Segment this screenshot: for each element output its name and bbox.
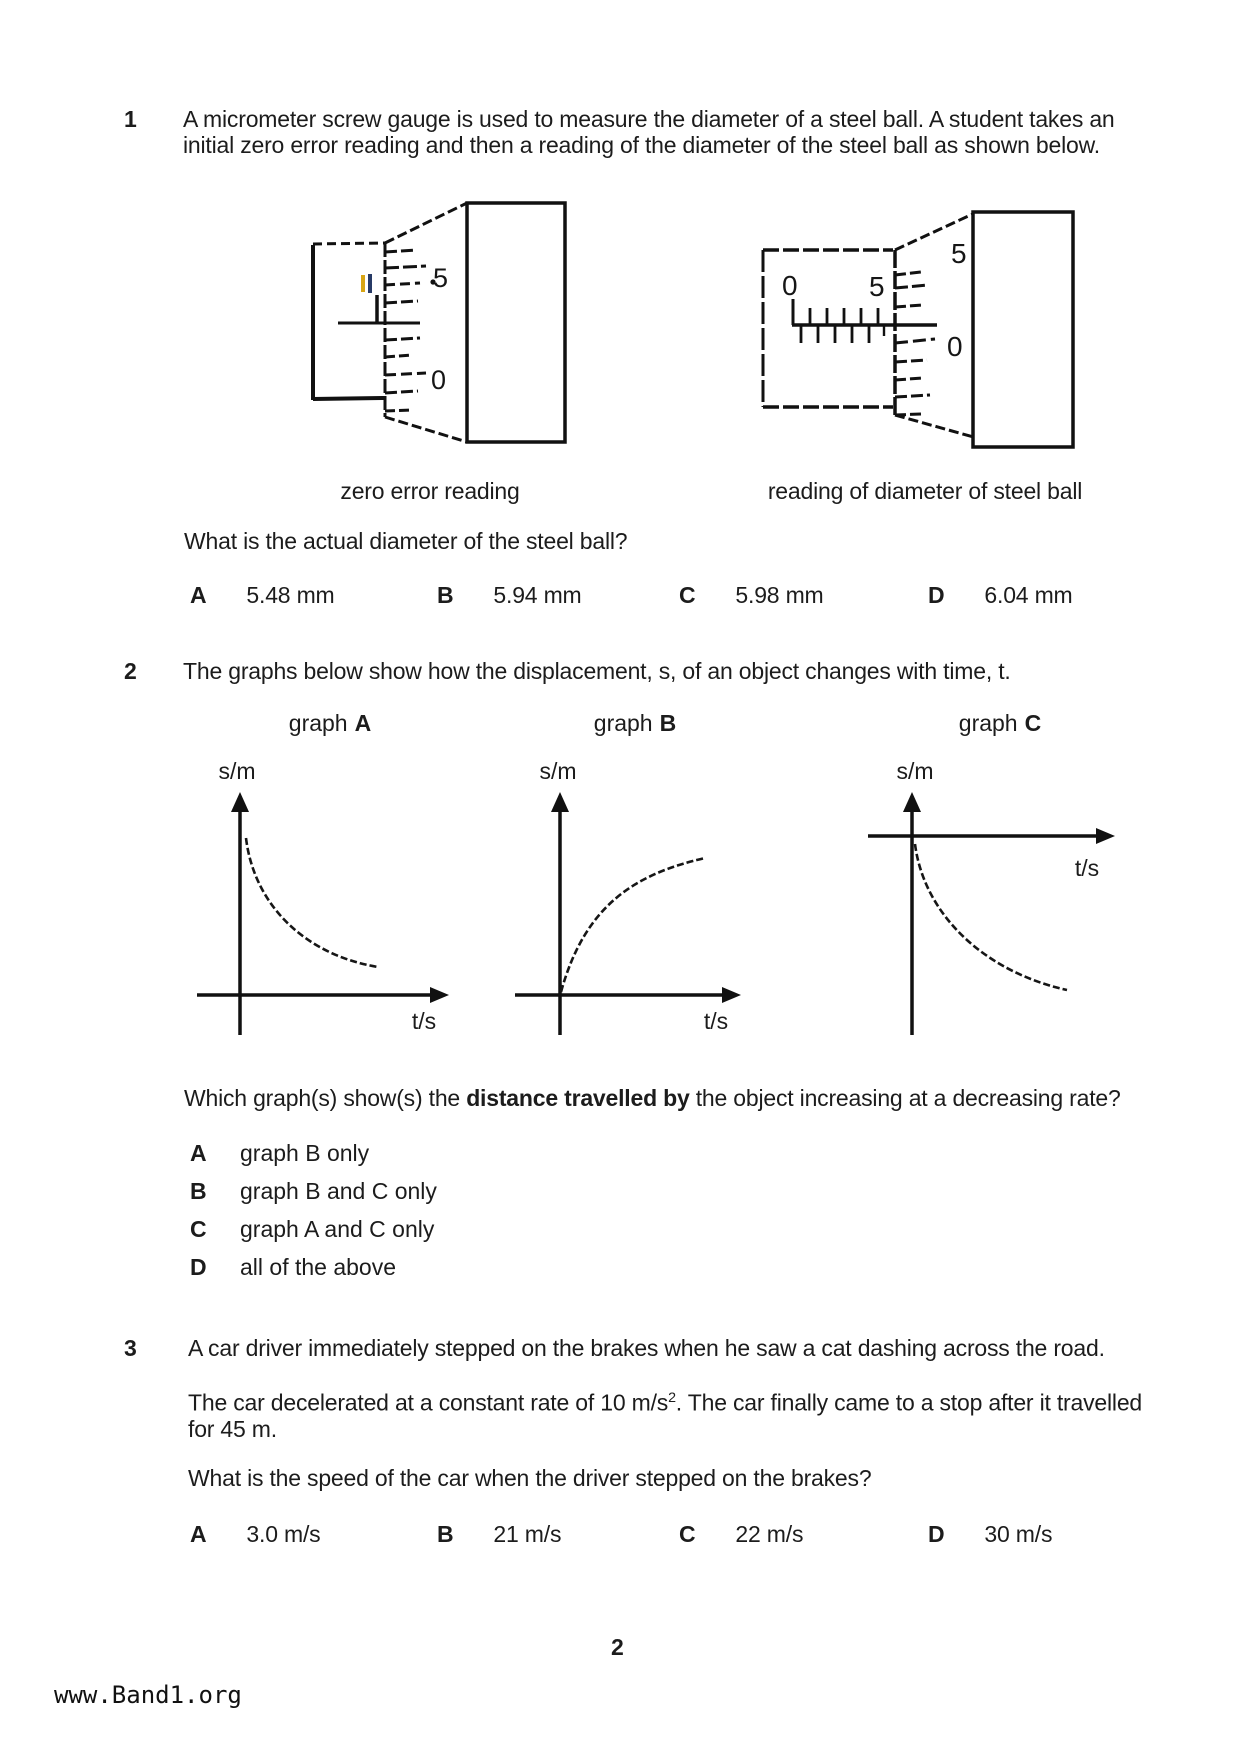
graph-b-ylabel: s/m [539,758,577,784]
graph-b-plot [490,790,770,1040]
footer-url: www.Band1.org [54,1681,242,1709]
q2-number: 2 [124,658,137,684]
q1-text-line2: initial zero error reading and then a reading of the diameter of the steel ball as shown below. [183,132,1100,158]
q3-option-c-text: 22 m/s [735,1521,804,1547]
q3-option-d [928,1521,1052,1547]
q2-intro: The graphs below show how the displacement, s, of an object changes with time, t. [183,658,1011,684]
q1-option-c [679,582,824,608]
graph-c-title-letter: C [1024,710,1042,736]
q2-question-bold: distance travelled by [466,1085,690,1111]
micrometer-zero-error-diagram [300,195,570,450]
q2-question-pre: Which graph(s) show(s) the [184,1085,467,1111]
q3-option-d-letter: D [928,1521,945,1547]
graph-b-title-letter: B [659,710,677,736]
q2-option-d-text: all of the above [240,1254,397,1280]
q1-option-c-text: 5.98 mm [735,582,824,608]
page-number: 2 [611,1634,624,1660]
q2-option-a-text: graph B only [240,1140,370,1166]
q3-para2-superscript: 2 [668,1390,676,1406]
micrometer-diameter-reading-diagram [755,195,1080,455]
q1-option-a [190,582,335,608]
q3-option-a-letter: A [190,1521,207,1547]
right-thimble-5-label: 5 [951,238,967,269]
graph-a-title [289,710,371,737]
q2-option-c-text: graph A and C only [240,1216,435,1242]
q3-number: 3 [124,1335,137,1361]
q3-para2-line2: for 45 m. [188,1415,277,1442]
q1-number: 1 [124,106,137,132]
graph-c-xlabel: t/s [1074,855,1100,881]
q3-option-b-text: 21 m/s [493,1521,562,1547]
left-diagram-caption: zero error reading [340,478,520,504]
q2-question [184,1085,1121,1111]
q1-option-d-text: 6.04 mm [984,582,1073,608]
q1-option-b-letter: B [437,582,454,608]
q3-option-a [190,1521,320,1547]
q2-option-d-letter: D [190,1254,207,1280]
q3-option-b [437,1521,561,1547]
q2-option-a [190,1140,369,1166]
graph-b-title-prefix: graph [593,710,653,736]
q1-option-a-letter: A [190,582,207,608]
q3-option-d-text: 30 m/s [984,1521,1053,1547]
graph-c-title [959,710,1041,737]
q3-paragraph2 [188,1385,1143,1442]
q3-option-a-text: 3.0 m/s [246,1521,321,1547]
q3-para2-part2: . The car finally came to a stop after it travelled [675,1389,1143,1416]
q2-option-c-letter: C [190,1216,207,1242]
q3-option-c [679,1521,803,1547]
right-sleeve-5-label: 5 [869,271,885,302]
q2-question-post: the object increasing at a decreasing rate? [689,1085,1121,1111]
graph-c-plot [850,790,1130,1040]
q1-question: What is the actual diameter of the steel ball? [184,528,628,554]
graph-a-ylabel: s/m [218,758,256,784]
q2-option-b-text: graph B and C only [240,1178,437,1204]
q2-option-b-letter: B [190,1178,207,1204]
q3-option-c-letter: C [679,1521,696,1547]
graph-a-plot [170,790,450,1040]
graph-a-title-prefix: graph [288,710,348,736]
q2-option-b [190,1178,437,1204]
q1-option-b-text: 5.94 mm [493,582,582,608]
q1-option-a-text: 5.48 mm [246,582,335,608]
q3-para2-part1: The car decelerated at a constant rate of 10 m/s [188,1389,669,1416]
q2-option-c [190,1216,434,1242]
q1-option-b [437,582,582,608]
q1-option-c-letter: C [679,582,696,608]
graph-c-ylabel: s/m [896,758,934,784]
graph-c-title-prefix: graph [958,710,1018,736]
graph-b-title [594,710,676,737]
q1-option-d [928,582,1073,608]
graph-b-xlabel: t/s [703,1008,729,1034]
right-thimble-0-label: 0 [947,331,963,362]
graph-a-xlabel: t/s [411,1008,437,1034]
q3-question: What is the speed of the car when the driver stepped on the brakes? [188,1465,872,1491]
q1-text-line1: A micrometer screw gauge is used to measure the diameter of a steel ball. A student takes an [183,106,1115,132]
q3-text-line1: A car driver immediately stepped on the brakes when he saw a cat dashing across the road. [188,1335,1105,1361]
q2-option-a-letter: A [190,1140,207,1166]
q2-option-d [190,1254,396,1280]
q3-option-b-letter: B [437,1521,454,1547]
left-thimble-5-label: 5 [433,263,449,293]
right-diagram-caption: reading of diameter of steel ball [767,478,1083,504]
right-sleeve-0-label: 0 [782,270,798,301]
graph-a-title-letter: A [354,710,372,736]
left-thimble-0-label: 0 [431,365,447,395]
q1-option-d-letter: D [928,582,945,608]
q1-text [183,106,1115,158]
